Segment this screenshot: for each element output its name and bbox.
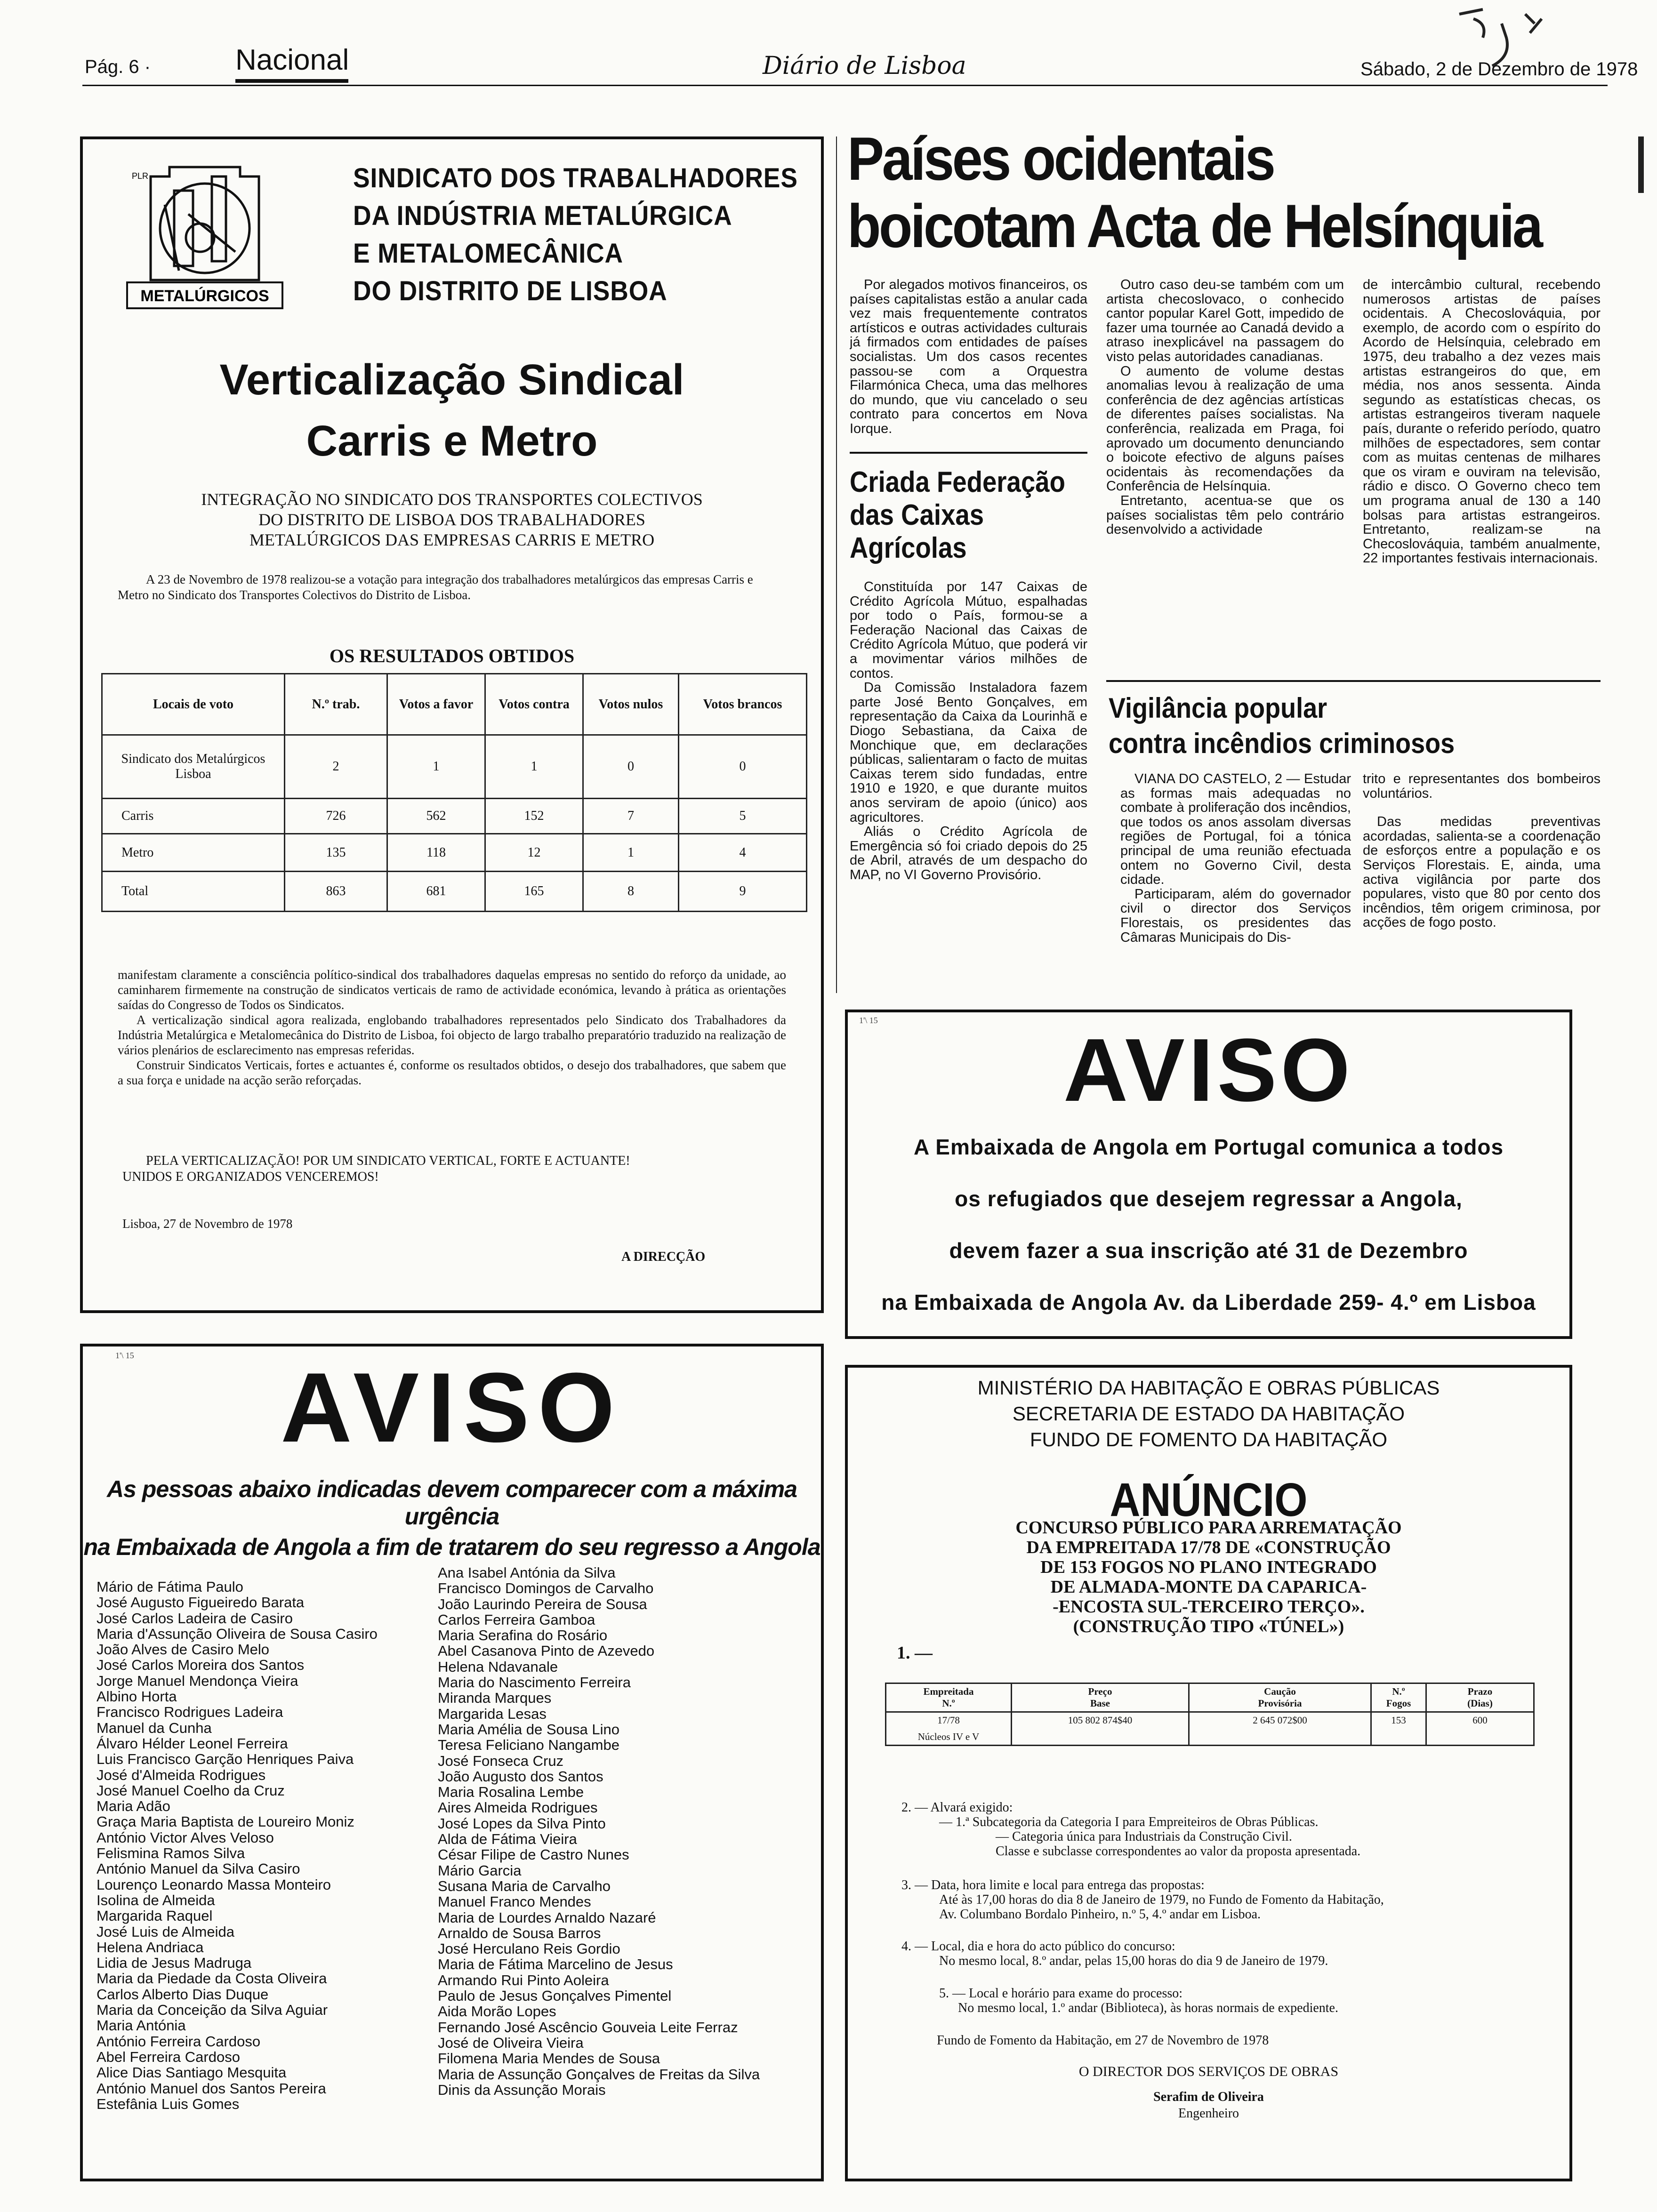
results-title: OS RESULTADOS OBTIDOS xyxy=(329,645,575,666)
name-list-item: Maria Amélia de Sousa Lino xyxy=(438,1721,620,1738)
name-list-item: João Alves de Casiro Melo xyxy=(97,1641,270,1658)
name-list-item: Maria Adão xyxy=(97,1798,170,1815)
table-cell: 8 xyxy=(583,872,679,912)
table-cell: 562 xyxy=(387,799,485,834)
name-list-item: Paulo de Jesus Gonçalves Pimentel xyxy=(438,1988,672,2004)
table-cell: 135 xyxy=(285,834,387,872)
table-cell: 118 xyxy=(387,834,485,872)
headline-verticalizacao: Verticalização Sindical xyxy=(219,356,684,404)
fundo: FUNDO DE FOMENTO DA HABITAÇÃO xyxy=(1030,1428,1388,1451)
name-list-item: António Manuel da Silva Casiro xyxy=(97,1860,300,1877)
item-line: Classe e subclasse correspondentes ao valor da proposta apresentada. xyxy=(996,1844,1361,1859)
col-header: Prazo (Dias) xyxy=(1426,1683,1534,1712)
col-header: N.º Fogos xyxy=(1371,1683,1426,1712)
name-list-item: Maria Rosalina Lembe xyxy=(438,1784,584,1801)
anuncio-item-3 xyxy=(901,1878,1560,1922)
headline-carris-metro: Carris e Metro xyxy=(306,417,598,465)
article-paragraph: Outro caso deu-se também com um artista checoslovaco, o conhecido cantor popular Karel Gott, impedido de fazer uma tournée ao Canadá devido a atraso inexplicável na passagem do visto pelas autoridades canadianas. xyxy=(1106,278,1344,364)
table-cell: 0 xyxy=(679,735,807,799)
concurso-block xyxy=(845,1518,1572,1636)
article-paragraph: VIANA DO CASTELO, 2 — Estudar as formas mais adequadas no combate à proliferação dos incêndios, que todos os anos assolam diversas regiões de Portugal, foi a tónica principal de uma reunião efectuada ontem no Governo Civil, desta cidade. xyxy=(1120,772,1351,888)
slogan-line: PELA VERTICALIZAÇÃO! POR UM SINDICATO VERTICAL, FORTE E ACTUANTE! xyxy=(146,1154,630,1168)
table-cell: Carris xyxy=(102,799,285,834)
col-header: Votos brancos xyxy=(679,674,807,735)
article-paragraph: Entretanto, acentua-se que os países socialistas têm pelo contrário desenvolvido a actividade xyxy=(1106,493,1344,537)
table-cell: 7 xyxy=(583,799,679,834)
table-cell: 153 xyxy=(1371,1712,1426,1746)
name-list-item: José d'Almeida Rodrigues xyxy=(97,1766,266,1783)
name-list-item: Maria de Assunção Gonçalves de Freitas da Silva xyxy=(438,2066,760,2083)
name-list-item: Carlos Ferreira Gamboa xyxy=(438,1611,595,1628)
col-header: Caução Provisória xyxy=(1189,1683,1371,1712)
name-list-item: Aires Almeida Rodrigues xyxy=(438,1799,598,1816)
concurso-line: DA EMPREITADA 17/78 DE «CONSTRUÇÃO xyxy=(1026,1538,1391,1557)
item-line: Até às 17,00 horas do dia 8 de Janeiro de 1979, no Fundo de Fomento da Habitação, xyxy=(939,1892,1384,1907)
table-cell: 726 xyxy=(285,799,387,834)
name-list-item: Jorge Manuel Mendonça Vieira xyxy=(97,1672,298,1689)
item-line: — 1.ª Subcategoria da Categoria I para Empreiteiros de Obras Públicas. xyxy=(939,1815,1319,1829)
name-list-item: Alda de Fátima Vieira xyxy=(438,1831,577,1848)
table-cell: 4 xyxy=(679,834,807,872)
outro-paragraph: manifestam claramente a consciência político-sindical dos trabalhadores daquelas empresas no sentido do reforço da unidade, ao caminharem firmemente na construção de sindicatos verticais de ramo de actividade económica, levando à prática as orientações saídas do Congresso de Todos os Sindicatos. xyxy=(118,968,786,1012)
sindicato-title-line: E METALOMECÂNICA xyxy=(353,238,623,269)
director-name: Serafim de Oliveira xyxy=(1153,2090,1264,2104)
name-list-item: Maria da Conceição da Silva Aguiar xyxy=(97,2002,328,2019)
concurso-line: DE 153 FOGOS NO PLANO INTEGRADO xyxy=(1040,1557,1377,1577)
table-cell: 681 xyxy=(387,872,485,912)
anuncio-item-4 xyxy=(901,1939,1560,1968)
table-cell: 9 xyxy=(679,872,807,912)
table-cell: 5 xyxy=(679,799,807,834)
name-list-item: Susana Maria de Carvalho xyxy=(438,1877,611,1894)
table-cell: 12 xyxy=(485,834,583,872)
name-list-item: Mário Garcia xyxy=(438,1862,522,1879)
item-line: No mesmo local, 1.º andar (Biblioteca), às horas normais de expediente. xyxy=(958,2001,1338,2015)
concurso-line: CONCURSO PÚBLICO PARA ARREMATAÇÃO xyxy=(1015,1518,1402,1538)
anuncio-title: ANÚNCIO xyxy=(1110,1474,1308,1526)
name-list-item: José Carlos Moreira dos Santos xyxy=(97,1657,305,1674)
name-list-item: Francisco Rodrigues Ladeira xyxy=(97,1704,283,1721)
table-cell: 17/78 Núcleos IV e V xyxy=(886,1712,1012,1746)
aviso-line: os refugiados que desejem regressar a Angola, xyxy=(955,1186,1463,1211)
name-list-item: Lidia de Jesus Madruga xyxy=(97,1955,252,1972)
name-list-item: Abel Casanova Pinto de Azevedo xyxy=(438,1643,655,1659)
table-cell: 165 xyxy=(485,872,583,912)
page-number: Pág. 6 · xyxy=(85,56,151,77)
table-cell: 1 xyxy=(485,735,583,799)
section-title: Nacional xyxy=(235,44,349,76)
item-line: 4. — Local, dia e hora do acto público do concurso: xyxy=(901,1939,1175,1954)
article-paragraph: Participaram, além do governador civil o director dos Serviços Florestais, os presidentes das Câmaras Municipais do Dis- xyxy=(1120,886,1351,945)
name-list-item: Isolina de Almeida xyxy=(97,1891,215,1908)
name-list-item: José de Oliveira Vieira xyxy=(438,2034,584,2051)
name-list-item: José Fonseca Cruz xyxy=(438,1752,564,1769)
intro-paragraph: A 23 de Novembro de 1978 realizou-se a votação para integração dos trabalhadores metalúrgicos das empresas Carris e Metro no Sindicato dos Transportes Colectivos do Distrito de Lisboa. xyxy=(118,572,753,602)
name-list-item: Arnaldo de Sousa Barros xyxy=(438,1924,601,1941)
secretaria: SECRETARIA DE ESTADO DA HABITAÇÃO xyxy=(1012,1403,1405,1425)
article-paragraph: Da Comissão Instaladora fazem parte José Bento Gonçalves, em representação da Caixa da Lourinhã e Diogo Sebastiana, da Caixa de Monchique que, em declarações públicas, salientaram o facto de muitas Caixas terem sido fundadas, entre 1910 e 1920, e que durante muitos anos serviram de apoio (único) aos agricultores. xyxy=(850,680,1087,825)
item-line: 3. — Data, hora limite e local para entrega das propostas: xyxy=(901,1878,1205,1892)
table-cell: Metro xyxy=(102,834,285,872)
sindicato-title-line: DA INDÚSTRIA METALÚRGICA xyxy=(353,200,732,231)
article-paragraph: Das medidas preventivas acordadas, salienta-se a coordenação de esforços entre a população e os Serviços Florestais. E, ainda, uma activa vigilância por parte dos populares, visto que 80 por cento dos incêndios, têm origem criminosa, por acções de fogo posto. xyxy=(1363,814,1601,930)
name-list-item: Alice Dias Santiago Mesquita xyxy=(97,2064,287,2081)
col-header: Preço Base xyxy=(1012,1683,1189,1712)
name-list-item: Maria d'Assunção Oliveira de Sousa Casiro xyxy=(97,1625,378,1642)
sindicato-title-line: DO DISTRITO DE LISBOA xyxy=(353,276,668,306)
name-list-item: Helena Ndavanale xyxy=(438,1658,558,1675)
table-cell: 1 xyxy=(583,834,679,872)
name-list-item: Margarida Lesas xyxy=(438,1705,547,1722)
table-cell: 2 645 072$00 xyxy=(1189,1712,1371,1746)
name-list-item: Maria do Nascimento Ferreira xyxy=(438,1674,631,1691)
table-cell: 1 xyxy=(387,735,485,799)
aviso-line: na Embaixada de Angola a fim de tratarem do seu regresso a Angola xyxy=(83,1534,820,1560)
name-list-item: Álvaro Hélder Leonel Ferreira xyxy=(97,1735,288,1752)
name-list-item: José Augusto Figueiredo Barata xyxy=(97,1594,305,1611)
article-paragraph: O aumento de volume destas anomalias levou à realização de uma conferência de dez agências artísticas de diferentes países socialistas. Na conferência, realizada em Praga, foi aprovado um documento denunciando o boicote efectivo de alguns países ocidentais às recomendações da Conferência de Helsínquia. xyxy=(1106,363,1344,494)
logo-text: METALÚRGICOS xyxy=(140,287,269,305)
director-role: Engenheiro xyxy=(1178,2106,1239,2121)
name-list-item: Maria Antónia xyxy=(97,2017,186,2034)
aviso-line: devem fazer a sua inscrição até 31 de Dezembro xyxy=(949,1238,1468,1263)
name-list-item: António Manuel dos Santos Pereira xyxy=(97,2080,326,2097)
name-list-item: Armando Rui Pinto Aoleira xyxy=(438,1972,609,1988)
concurso-line: DE ALMADA-MONTE DA CAPARICA- xyxy=(1050,1577,1367,1597)
name-list-item: Fernando José Ascêncio Gouveia Leite Ferraz xyxy=(438,2019,738,2036)
anuncio-item-2 xyxy=(901,1800,1560,1859)
name-list-item: José Lopes da Silva Pinto xyxy=(438,1815,606,1832)
name-list-item: Ana Isabel Antónia da Silva xyxy=(438,1564,616,1581)
name-list-item: Lourenço Leonardo Massa Monteiro xyxy=(97,1876,331,1893)
table-cell: 863 xyxy=(285,872,387,912)
item-line: No mesmo local, 8.º andar, pelas 15,00 horas do dia 9 de Janeiro de 1979. xyxy=(939,1954,1328,1968)
name-list-item: Francisco Domingos de Carvalho xyxy=(438,1580,654,1597)
subtitle-line: INTEGRAÇÃO NO SINDICATO DOS TRANSPORTES COLECTIVOS xyxy=(201,490,703,509)
column-rule xyxy=(836,136,837,993)
item-line: 2. — Alvará exigido: xyxy=(901,1800,1013,1815)
aviso-line: A Embaixada de Angola em Portugal comunica a todos xyxy=(913,1135,1504,1159)
name-list-item: José Manuel Coelho da Cruz xyxy=(97,1782,285,1799)
col-header: Empreitada N.º xyxy=(886,1683,1012,1712)
place-date: Lisboa, 27 de Novembro de 1978 xyxy=(122,1217,293,1231)
name-list-item: Teresa Feliciano Nangambe xyxy=(438,1737,619,1754)
name-list-item: Mário de Fátima Paulo xyxy=(97,1579,243,1595)
subtitle-line: DO DISTRITO DE LISBOA DOS TRABALHADORES xyxy=(258,510,645,529)
ad-reference: 1'\ 15 xyxy=(859,1016,878,1025)
table-cell: Total xyxy=(102,872,285,912)
col-header: Votos nulos xyxy=(583,674,679,735)
col-header: Votos contra xyxy=(485,674,583,735)
table-cell: 600 xyxy=(1426,1712,1534,1746)
name-list-item: Graça Maria Baptista de Loureiro Moniz xyxy=(97,1813,354,1830)
col-header: Votos a favor xyxy=(387,674,485,735)
name-list-item: Estefânia Luis Gomes xyxy=(97,2095,240,2112)
name-list-item: Manuel da Cunha xyxy=(97,1719,212,1736)
names-list-right xyxy=(438,1565,814,2098)
slogan-line: UNIDOS E ORGANIZADOS VENCEREMOS! xyxy=(122,1170,379,1184)
name-list-item: Felismina Ramos Silva xyxy=(97,1845,245,1862)
name-list-item: António Victor Alves Veloso xyxy=(97,1829,274,1846)
table-cell: 152 xyxy=(485,799,583,834)
issue-date: Sábado, 2 de Dezembro de 1978 xyxy=(1360,59,1638,80)
article-paragraph: Constituída por 147 Caixas de Crédito Agrícola Mútuo, espalhadas por todo o País, formou-se a Federação Nacional das Caixas de Crédito Agrícola Mútuo, que poderá vir a movimentar vários milhões de contos. xyxy=(850,580,1087,681)
name-list-item: Maria de Lourdes Arnaldo Nazaré xyxy=(438,1909,656,1926)
name-list-item: Maria de Fátima Marcelino de Jesus xyxy=(438,1956,673,1973)
empreitada-table xyxy=(885,1683,1535,1746)
item-line: — Categoria única para Industriais da Construção Civil. xyxy=(996,1829,1292,1844)
name-list-item: Luis Francisco Garção Henriques Paiva xyxy=(97,1751,354,1768)
ad-reference: 1'\ 15 xyxy=(115,1351,134,1360)
ministerio: MINISTÉRIO DA HABITAÇÃO E OBRAS PÚBLICAS xyxy=(977,1377,1440,1399)
concurso-line: -ENCOSTA SUL-TERCEIRO TERÇO». xyxy=(1053,1597,1365,1617)
item-line: 5. — Local e horário para exame do processo: xyxy=(939,1986,1183,2001)
aviso-title: AVISO xyxy=(1063,1020,1354,1120)
name-list-item: António Ferreira Cardoso xyxy=(97,2033,261,2050)
masthead: Diário de Lisboa xyxy=(763,52,966,80)
table-row xyxy=(886,1712,1534,1746)
name-list-item: Manuel Franco Mendes xyxy=(438,1893,591,1910)
subtitle-line: METALÚRGICOS DAS EMPRESAS CARRIS E METRO xyxy=(249,530,655,549)
name-list-item: Margarida Raquel xyxy=(97,1907,213,1924)
name-list-item: Dinis da Assunção Morais xyxy=(438,2081,606,2098)
logo-mark: PLR xyxy=(132,171,149,181)
item-line: Av. Columbano Bordalo Pinheiro, n.º 5, 4.º andar em Lisboa. xyxy=(939,1907,1261,1922)
name-list-item: José Carlos Ladeira de Casiro xyxy=(97,1610,293,1627)
sindicato-title-line: SINDICATO DOS TRABALHADORES xyxy=(353,163,798,193)
director-title: O DIRECTOR DOS SERVIÇOS DE OBRAS xyxy=(1078,2064,1339,2079)
article-paragraph: Por alegados motivos financeiros, os países capitalistas estão a anular cada vez mais frequentemente contratos artísticos e outras actividades culturais já firmados com entidades de países socialistas. Um dos casos recentes passou-se com a Orquestra Filarmónica Checa, uma das melhores do mundo, que viu cancelado o seu contrato para concertos em Nova Iorque. xyxy=(850,278,1087,436)
item-number: 1. — xyxy=(897,1643,933,1663)
name-list-item: Abel Ferreira Cardoso xyxy=(97,2048,240,2065)
article-paragraph: Aliás o Crédito Agrícola de Emergência só foi criado depois do 25 de Abril, através de um despacho do MAP, no VI Governo Provisório. xyxy=(850,824,1087,882)
page-edge-mark xyxy=(1638,136,1644,193)
name-list-item: Albino Horta xyxy=(97,1688,177,1705)
outro-paragraph: A verticalização sindical agora realizada, englobando trabalhadores representados pelo Sindicato dos Trabalhadores da Indústria Metalúrgica e Metalomecânica do Distrito de Lisboa, foi objecto de largo trabalho preparatório traduzido na realização de vários plenários de esclarecimento nas empresas referidas. xyxy=(118,1013,786,1057)
article-paragraph: trito e representantes dos bombeiros voluntários. xyxy=(1363,772,1601,801)
names-list-left xyxy=(97,1579,426,2112)
fundo-date: Fundo de Fomento da Habitação, em 27 de Novembro de 1978 xyxy=(937,2033,1269,2048)
headline-paises: Países ocidentais xyxy=(847,124,1274,193)
col-header: N.º trab. xyxy=(285,674,387,735)
name-list-item: Filomena Maria Mendes de Sousa xyxy=(438,2050,660,2067)
name-list-item: José Herculano Reis Gordio xyxy=(438,1940,620,1957)
headline-vigilancia: Vigilância popular xyxy=(1109,692,1327,724)
name-list-item: Aida Morão Lopes xyxy=(438,2003,556,2020)
col-header: Locais de voto xyxy=(102,674,285,735)
headline-incendios: contra incêndios criminosos xyxy=(1109,728,1455,759)
aviso-title: AVISO xyxy=(281,1352,623,1463)
table-cell: 105 802 874$40 xyxy=(1012,1712,1189,1746)
table-cell: 2 xyxy=(285,735,387,799)
name-list-item: João Augusto dos Santos xyxy=(438,1768,603,1785)
name-list-item: Maria Serafina do Rosário xyxy=(438,1627,608,1644)
table-cell: 0 xyxy=(583,735,679,799)
article-paragraph: de intercâmbio cultural, recebendo numerosos artistas de países ocidentais. A Checoslováquia, por exemplo, de acordo com o espírito do Acordo de Helsínquia, celebrado em 1975, deu trabalho a dez vezes mais artistas estrangeiros do que, em média, nos anos sessenta. Ainda segundo as estatísticas checas, os artistas estrangeiros tiveram naquele país, durante o referido período, quatro milhões de espectadores, sem contar com as muitas centenas de milhares que os viram e ouviram na televisão, rádio e disco. O Governo checo tem um programa anual de 130 a 140 bolsas para artistas estrangeiros. Entretanto, realizam-se na Checoslováquia, também anualmente, 22 importantes festivais internacionais. xyxy=(1363,278,1601,566)
anuncio-item-5 xyxy=(901,1986,1560,2015)
aviso-line: na Embaixada de Angola Av. da Liberdade 259- 4.º em Lisboa xyxy=(881,1290,1536,1314)
outro-paragraph: Construir Sindicatos Verticais, fortes e actuantes é, conforme os resultados obtidos, o desejo dos trabalhadores, que sabem que a sua força e unidade na acção serão reforçadas. xyxy=(118,1058,786,1087)
name-list-item: Miranda Marques xyxy=(438,1690,552,1707)
name-list-item: Maria da Piedade da Costa Oliveira xyxy=(97,1970,327,1987)
name-list-item: Carlos Alberto Dias Duque xyxy=(97,1986,269,2003)
concurso-line: (CONSTRUÇÃO TIPO «TÚNEL») xyxy=(1073,1617,1344,1636)
headline-boicotam: boicotam Acta de Helsínquia xyxy=(847,192,1541,260)
headline-criada-federacao: Criada Federação das Caixas Agrícolas xyxy=(850,466,1065,564)
signature: A DIRECÇÃO xyxy=(621,1250,706,1264)
name-list-item: Helena Andriaca xyxy=(97,1939,204,1956)
aviso-line: As pessoas abaixo indicadas devem comparecer com a máxima urgência xyxy=(107,1476,797,1530)
name-list-item: César Filipe de Castro Nunes xyxy=(438,1846,629,1863)
name-list-item: João Laurindo Pereira de Sousa xyxy=(438,1595,647,1612)
table-cell: Sindicato dos Metalúrgicos Lisboa xyxy=(102,735,285,799)
name-list-item: José Luis de Almeida xyxy=(97,1923,234,1940)
